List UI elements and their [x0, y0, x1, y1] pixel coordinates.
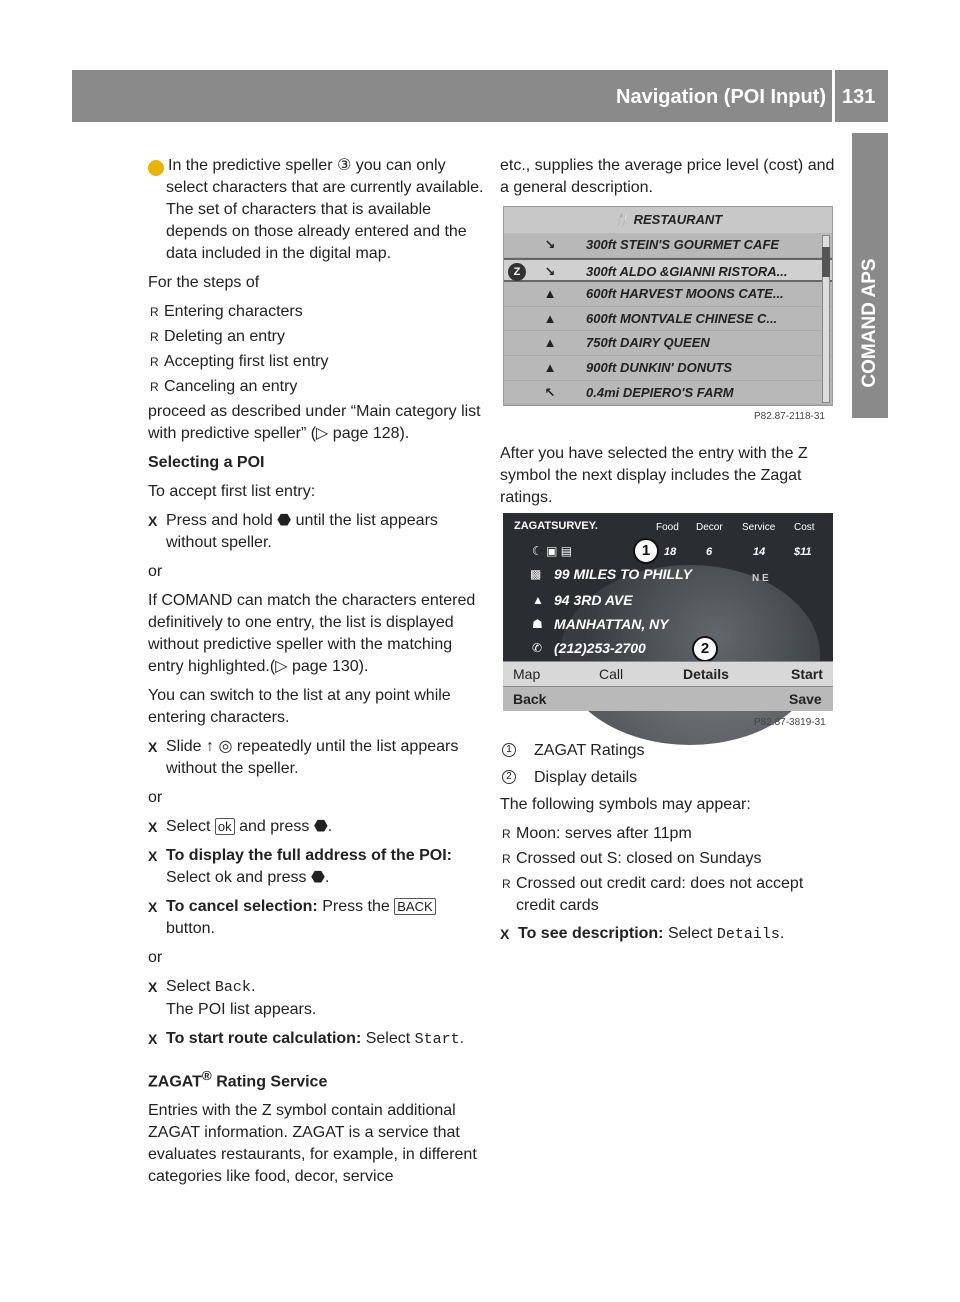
step-select-ok: X Select ok and press ⬣. — [148, 816, 484, 838]
symbols-intro: The following symbols may appear: — [500, 796, 751, 813]
step-slide: X Slide ↑ ◎ repeatedly until the list appears without the speller. — [148, 736, 484, 780]
list-title: 🍴 RESTAURANT — [504, 207, 832, 233]
list-item: R Crossed out credit card: does not accept credit cards — [500, 873, 836, 917]
city-icon: ☗ — [532, 617, 543, 631]
list-item: R Accepting first list entry — [148, 351, 484, 373]
back-button[interactable]: Back — [513, 691, 547, 707]
direction-arrow-icon: ↖ — [544, 384, 556, 400]
page-number: 131 — [842, 86, 876, 108]
info-note: i In the predictive speller ③ you can only select characters that are currently available. The set of characters that is available depends on those already entered and the data included in the digital map. — [145, 157, 484, 262]
direction-arrow-icon: ↘ — [544, 237, 556, 252]
rating-cost: $11 — [794, 546, 812, 558]
rating-decor: 6 — [706, 546, 713, 558]
figure-code: P82.87-3819-31 — [754, 717, 826, 728]
column-header-cost: Cost — [794, 522, 815, 533]
section-heading-selecting-poi: Selecting a POI — [148, 454, 265, 471]
table-row: ▲ 900ft DUNKIN' DONUTS — [504, 356, 832, 381]
details-button[interactable]: Details — [683, 666, 729, 682]
rating-service: 14 — [753, 546, 766, 558]
table-row: ▲ 600ft MONTVALE CHINESE C... — [504, 307, 832, 332]
or-text: or — [148, 563, 163, 580]
restaurant-name: 99 MILES TO PHILLY — [554, 566, 692, 582]
restaurant-phone: (212)253-2700 — [554, 640, 646, 656]
left-column — [145, 155, 484, 1195]
zagat-text: Entries with the Z symbol contain additional ZAGAT information. ZAGAT is a service that evaluates restaurants, for example, in different categories like food, decor, service — [148, 1102, 477, 1186]
button-row — [503, 686, 833, 711]
list-item: R Canceling an entry — [148, 376, 484, 398]
button-row — [503, 661, 833, 686]
figure-code: P82.87-2118-31 — [754, 411, 825, 422]
restaurant-icon: ▩ — [530, 567, 542, 581]
start-button[interactable]: Start — [791, 666, 823, 682]
list-item: R Entering characters — [148, 301, 484, 323]
table-row-selected: Z ↘ 300ft ALDO &GIANNI RISTORA... — [504, 258, 832, 283]
callout-1: 1 — [633, 538, 659, 564]
or-text: or — [148, 789, 163, 806]
proceed-text: proceed as described under “Main category list with predictive speller” (▷ page 128). — [148, 403, 481, 442]
call-button[interactable]: Call — [599, 666, 624, 682]
zagat-logo: ZAGATSURVEY. — [514, 520, 598, 532]
page-title: Navigation (POI Input) — [616, 86, 826, 108]
steps-intro: For the steps of — [148, 274, 260, 291]
table-row: ↘ 300ft STEIN'S GOURMET CAFE — [504, 233, 832, 258]
column-header-decor: Decor — [696, 522, 723, 533]
list-item: 2 Display details — [500, 767, 836, 789]
restaurant-city: MANHATTAN, NY — [554, 616, 669, 632]
step-start-route: X To start route calculation: Select Start. — [148, 1028, 484, 1051]
comand-match-text: If COMAND can match the characters entered definitively to one entry, the list is displayed without predictive speller with the matching entry highlighted.(▷ page 130). — [148, 592, 476, 675]
column-header-food: Food — [656, 522, 679, 533]
column-header-service: Service — [742, 522, 776, 533]
step-select-back: X Select Back. The POI list appears. — [148, 976, 484, 1021]
table-row: ↖ 0.4mi DEPIERO'S FARM — [504, 381, 832, 406]
ok-symbol-icon: ok — [215, 818, 235, 835]
direction-arrow-icon: ↘ — [544, 263, 556, 279]
list-item: 1 ZAGAT Ratings — [500, 740, 836, 762]
table-row: ▲ 750ft DAIRY QUEEN — [504, 331, 832, 356]
table-row: ▲ 600ft HARVEST MOONS CATE... — [504, 282, 832, 307]
or-text: or — [148, 949, 163, 966]
direction-arrow-icon: ▲ — [543, 359, 557, 375]
zagat-z-icon: Z — [508, 263, 526, 281]
save-button[interactable]: Save — [789, 691, 822, 707]
step-see-description: X To see description: Select Details. — [500, 923, 836, 946]
map-button[interactable]: Map — [513, 666, 541, 682]
phone-icon: ✆ — [532, 641, 543, 655]
direction-arrow-icon: ▲ — [543, 286, 557, 302]
callout-2: 2 — [692, 636, 718, 662]
scrollbar-thumb — [822, 247, 830, 277]
side-tab-label: COMAND APS — [859, 258, 880, 388]
step-press-hold: X Press and hold ⬣ until the list appears without speller. — [148, 510, 484, 554]
moon-icon: ☾ ▣ ▤ — [532, 544, 573, 558]
restaurant-address: 94 3RD AVE — [554, 592, 633, 608]
after-select-text: After you have selected the entry with the Z symbol the next display includes the Zagat ratings. — [500, 445, 808, 506]
direction-arrow-icon: ▲ — [543, 310, 557, 326]
list-item: R Deleting an entry — [148, 326, 484, 348]
compass-label: N E — [752, 573, 769, 584]
direction-arrow-icon: ▲ — [543, 335, 557, 351]
side-tab-block — [852, 133, 888, 228]
step-full-address: X To display the full address of the POI: Select ok and press ⬣. — [148, 845, 484, 889]
switch-list-text: You can switch to the list at any point while entering characters. — [148, 687, 451, 726]
accept-first-text: To accept first list entry: — [148, 483, 316, 500]
rating-food: 18 — [664, 546, 677, 558]
right-column — [500, 155, 836, 206]
section-heading-zagat: ZAGAT® Rating Service — [148, 1068, 328, 1091]
list-item: R Moon: serves after 11pm — [500, 823, 836, 845]
list-item: R Crossed out S: closed on Sundays — [500, 848, 836, 870]
step-cancel: X To cancel selection: Press the BACK button. — [148, 896, 484, 940]
continued-text: etc., supplies the average price level (cost) and a general description. — [500, 157, 835, 196]
address-icon: ▲ — [532, 593, 544, 607]
back-button-icon: BACK — [394, 898, 435, 915]
info-icon: i — [148, 160, 164, 176]
header-separator — [832, 70, 835, 122]
right-lower-text — [500, 740, 836, 953]
restaurant-list-screenshot — [503, 206, 833, 406]
